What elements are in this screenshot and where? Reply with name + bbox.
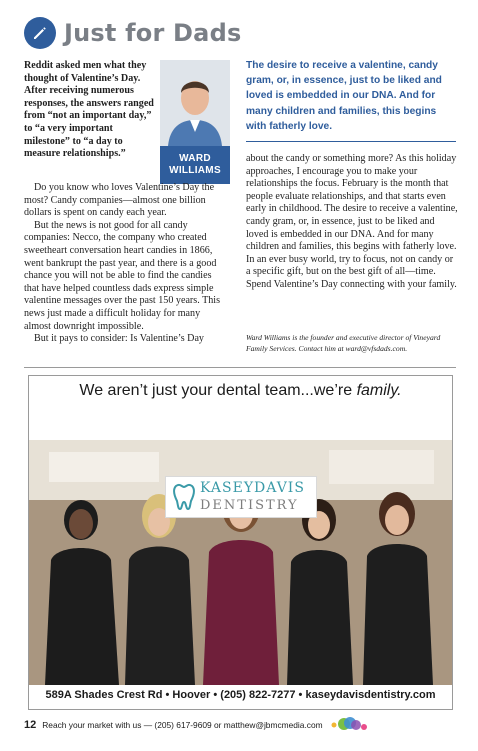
author-last-name: WILLIAMS: [169, 165, 221, 176]
ad-headline: [29, 382, 452, 400]
section-divider: [24, 367, 456, 368]
body-paragraph-3: But it pays to consider: Is Valentine’s Day: [34, 333, 204, 345]
ad-contact-line: 589A Shades Crest Rd • Hoover • (205) 822-7277 • kaseydavisdentistry.com: [45, 689, 436, 701]
page-footer: [24, 717, 323, 733]
ad-headline-emphasis: family.: [356, 382, 402, 399]
logo-line-2: DENTISTRY: [200, 498, 299, 513]
page-number: 12: [24, 719, 37, 731]
right-column-body: about the candy or something more? As this holiday approaches, I encourage you to make your relationships the focus. February is the month that people evaluate relationships, and that starts even early in childhood. The desire to receive a valentine, candy gram, or, in essence, just to be liked and loved is embedded in our DNA. And for many children and families, this begins with fatherly love. In an ever busy world, try to focus, not on candy or a specific gift, but on the best gift of all—time. Spend Valentine’s Day connecting with your family.: [246, 153, 458, 290]
left-column: [24, 182, 229, 346]
author-photo-block: [160, 60, 230, 184]
ad-team-photo: [29, 440, 452, 685]
ad-headline-start: We aren’t just your dental team...we’re: [79, 382, 357, 399]
logo-line-1: KASEYDAVIS: [200, 480, 305, 496]
pencil-icon: [24, 17, 56, 49]
footer-text: Reach your market with us — (205) 617-9609 or matthew@jbmcmedia.com: [42, 720, 323, 730]
section-header: [24, 16, 241, 50]
dental-advertisement: [28, 375, 453, 710]
author-first-name: WARD: [179, 153, 211, 164]
author-bio: Ward Williams is the founder and executive director of Vineyard Family Services. Contact him at ward@vfsdads.com.: [246, 333, 441, 353]
pull-quote: The desire to receive a valentine, candy gram, or, in essence, just to be liked and loved is embedded in our DNA. And for many children and families, this begins with fatherly love.: [246, 60, 442, 132]
section-title: Just for Dads: [64, 19, 242, 47]
decorative-dots-icon: [330, 713, 370, 735]
tooth-icon: [172, 483, 196, 511]
dentistry-logo: [165, 476, 317, 518]
author-name-tag: [160, 146, 230, 184]
body-paragraph-1: Do you know who loves Valentine’s Day the most? Candy companies—almost one billion dollars is spent on candy each year.: [24, 182, 215, 219]
author-photo: [160, 60, 230, 146]
lead-paragraph: Reddit asked men what they thought of Valentine’s Day. After receiving numerous responses, the answers ranged from “not an important day,” to “a very important milestone” to “a day to measure relationships.”: [24, 60, 154, 160]
body-paragraph-2: But the news is not good for all candy companies: Necco, the company who created sweetheart conversation heart candies in 1866, went bankrupt the past year, and there is a good chance you will not be able to find the candies that have helped countless dads express simple valentine messages over the past 150 years. This news just made a difficult holiday for many almost downright impossible.: [24, 219, 221, 332]
pull-quote-divider: [246, 141, 456, 142]
